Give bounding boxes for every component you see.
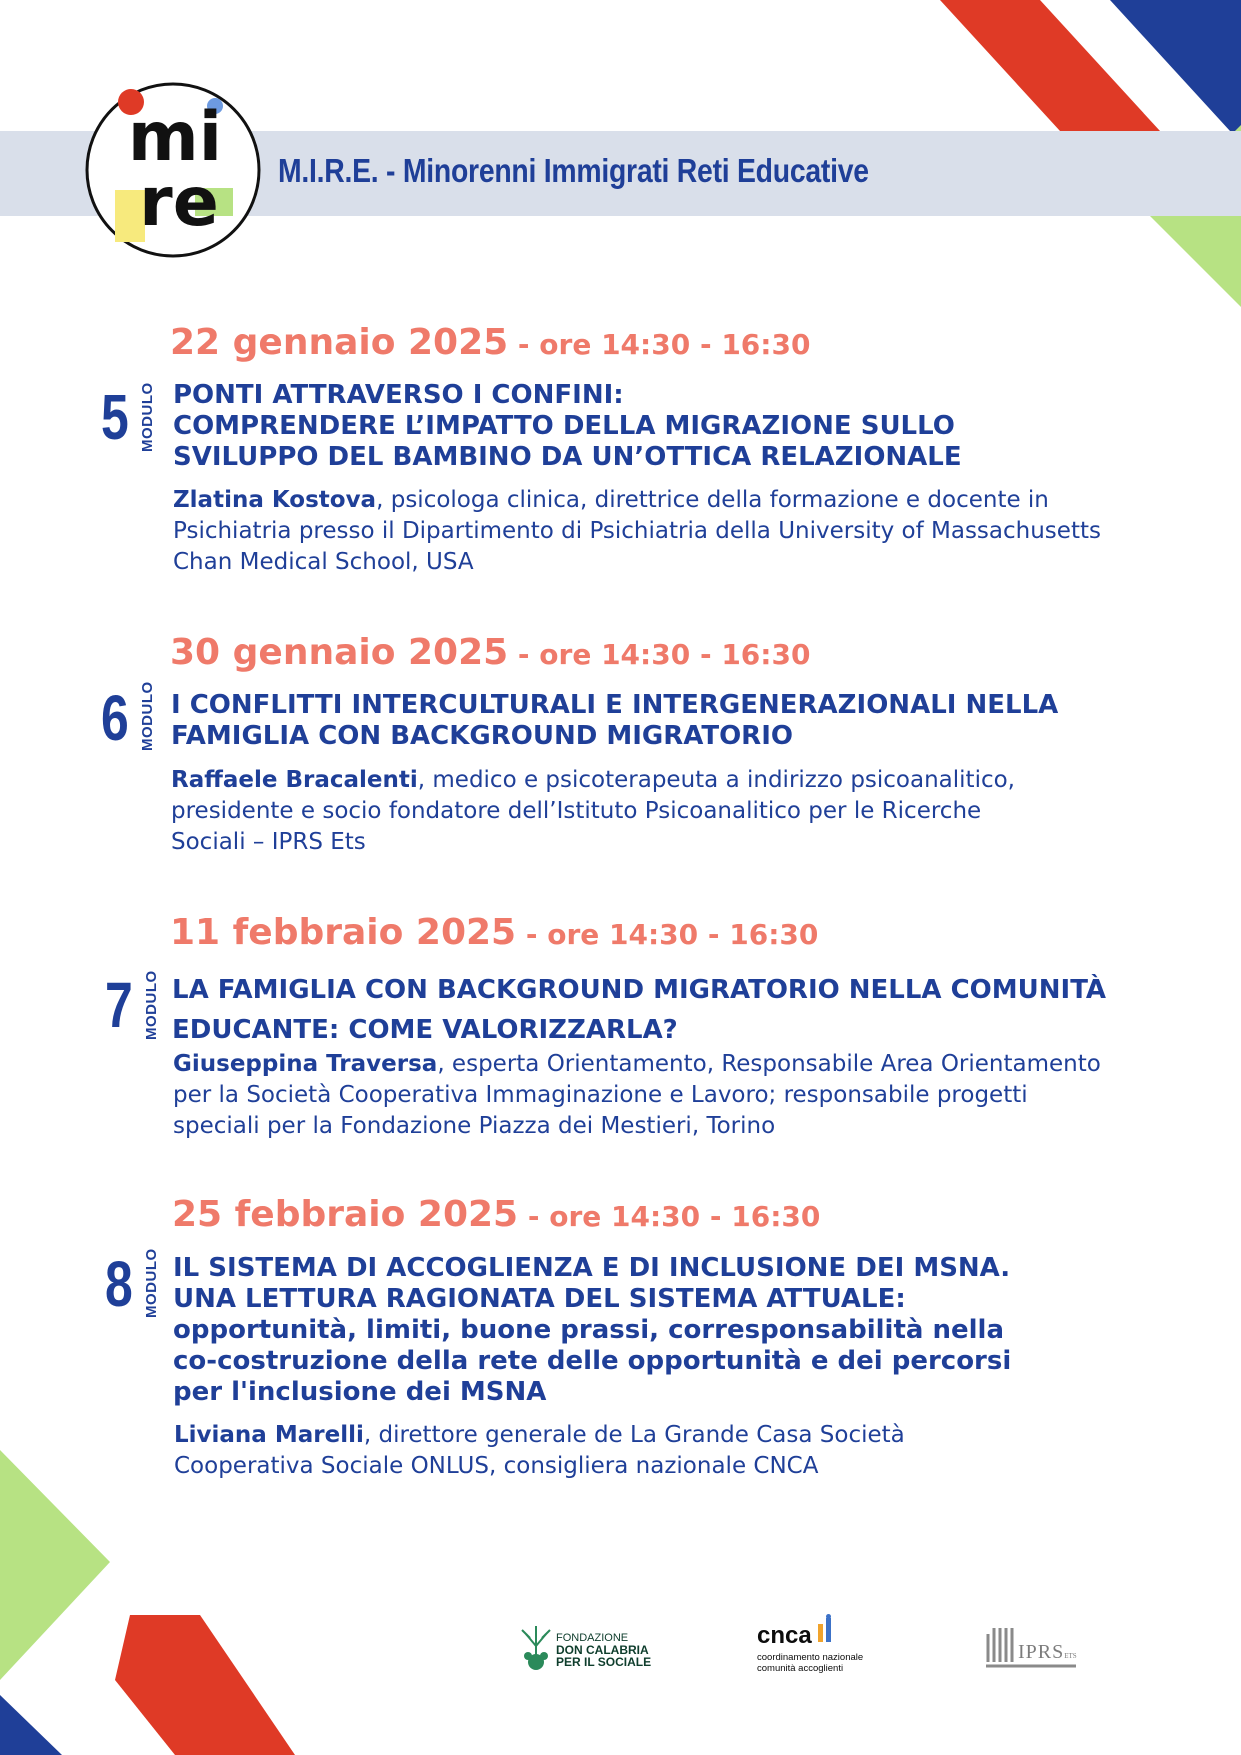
title-line: SVILUPPO DEL BAMBINO DA UN’OTTICA RELAZIONALE: [173, 442, 962, 472]
module-description: [173, 1049, 1173, 1142]
cnca-logo-subtitle: [757, 1652, 863, 1674]
title-line: co-costruzione della rete delle opportunità e dei percorsi: [173, 1346, 1012, 1376]
title-line: IL SISTEMA DI ACCOGLIENZA E DI INCLUSIONE DEI MSNA.: [173, 1253, 1011, 1283]
module-date: [170, 322, 810, 363]
module-description: [173, 485, 1173, 578]
iprs-word: IPRS: [1018, 1641, 1065, 1663]
title-line: PONTI ATTRAVERSO I CONFINI:: [173, 380, 624, 410]
desc-line: presidente e socio fondatore dell’Istituto Psicoanalitico per le Ricerche: [171, 798, 982, 824]
title-line: UNA LETTURA RAGIONATA DEL SISTEMA ATTUALE:: [173, 1284, 906, 1314]
module-date: [172, 1194, 820, 1235]
module-label: MODULO: [143, 970, 160, 1040]
module-date: [170, 912, 818, 953]
green-triangle-left: [0, 1450, 110, 1680]
title-line: opportunità, limiti, buone prassi, corresponsabilità nella: [173, 1315, 1004, 1345]
desc-line: Chan Medical School, USA: [173, 549, 474, 575]
time-text: - ore 14:30 - 16:30: [516, 918, 819, 951]
desc-line: per la Società Cooperativa Immaginazione e Lavoro; responsabile progetti: [173, 1082, 1028, 1108]
title-line: per l'inclusione dei MSNA: [173, 1377, 547, 1407]
module-label: MODULO: [143, 1248, 160, 1318]
module-date: [170, 632, 810, 673]
fdc-line3: PER IL SOCIALE: [556, 1655, 652, 1669]
cnca-line1: coordinamento nazionale: [757, 1652, 864, 1663]
module-number: 6: [101, 682, 129, 754]
module-label: MODULO: [139, 681, 156, 751]
blue-stripe-bottom: [0, 1695, 62, 1755]
red-stripe-bottom: [115, 1615, 295, 1755]
desc-line: , psicologa clinica, direttrice della formazione e docente in: [376, 487, 1049, 513]
module-title: [171, 690, 1101, 752]
desc-line: , medico e psicoterapeuta a indirizzo psicoanalitico,: [417, 767, 1015, 793]
iprs-suffix: ETS: [1064, 1652, 1077, 1660]
desc-line: speciali per la Fondazione Piazza dei Mestieri, Torino: [173, 1113, 776, 1139]
iprs-logo-text: [1018, 1641, 1077, 1664]
title-line: LA FAMIGLIA CON BACKGROUND MIGRATORIO NELLA COMUNITÀ: [172, 975, 1107, 1005]
logo-text-top: mi: [127, 98, 223, 177]
date-text: 11 febbraio 2025: [170, 912, 517, 953]
fdc-line2: DON CALABRIA: [556, 1643, 649, 1657]
fondazione-don-calabria-text: [556, 1632, 651, 1668]
speaker-name: Liviana Marelli: [174, 1422, 364, 1448]
desc-line: Psichiatria presso il Dipartimento di Psichiatria della University of Massachusetts: [173, 518, 1101, 544]
desc-line: , esperta Orientamento, Responsabile Area Orientamento: [437, 1051, 1101, 1077]
desc-line: , direttore generale de La Grande Casa Società: [363, 1422, 905, 1448]
fondazione-don-calabria-logo-mark: [518, 1622, 554, 1670]
desc-line: Sociali – IPRS Ets: [171, 829, 366, 855]
speaker-name: Giuseppina Traversa: [173, 1051, 438, 1077]
time-text: - ore 14:30 - 16:30: [508, 328, 811, 361]
module-title: [173, 1253, 1103, 1408]
time-text: - ore 14:30 - 16:30: [518, 1200, 821, 1233]
cnca-logo-mark: [816, 1614, 840, 1644]
module-title: [172, 970, 1107, 1050]
mire-logo: [83, 80, 263, 260]
speaker-name: Raffaele Bracalenti: [171, 767, 418, 793]
cnca-logo-word: cnca: [757, 1622, 812, 1649]
module-number: 8: [105, 1248, 133, 1320]
module-label: MODULO: [139, 382, 156, 452]
speaker-name: Zlatina Kostova: [173, 487, 377, 513]
module-description: [171, 765, 1171, 858]
title-line: COMPRENDERE L’IMPATTO DELLA MIGRAZIONE SULLO: [173, 411, 955, 441]
cnca-line2: comunità accoglienti: [757, 1663, 844, 1674]
module-number: 7: [105, 969, 133, 1041]
module-number: 5: [101, 381, 129, 453]
module-title: [173, 380, 1103, 473]
header-title: M.I.R.E. - Minorenni Immigrati Reti Educative: [278, 152, 869, 189]
time-text: - ore 14:30 - 16:30: [508, 638, 811, 671]
fdc-line1: FONDAZIONE: [556, 1632, 629, 1644]
logo-text-bottom: re: [139, 163, 219, 242]
date-text: 30 gennaio 2025: [170, 632, 509, 673]
red-stripe-top: [940, 0, 1160, 131]
title-line: FAMIGLIA CON BACKGROUND MIGRATORIO: [171, 721, 793, 751]
title-line: EDUCANTE: COME VALORIZZARLA?: [172, 1015, 678, 1045]
date-text: 22 gennaio 2025: [170, 322, 509, 363]
desc-line: Cooperativa Sociale ONLUS, consigliera nazionale CNCA: [174, 1453, 819, 1479]
module-description: [174, 1420, 1174, 1482]
date-text: 25 febbraio 2025: [172, 1194, 519, 1235]
title-line: I CONFLITTI INTERCULTURALI E INTERGENERAZIONALI NELLA: [171, 690, 1059, 720]
